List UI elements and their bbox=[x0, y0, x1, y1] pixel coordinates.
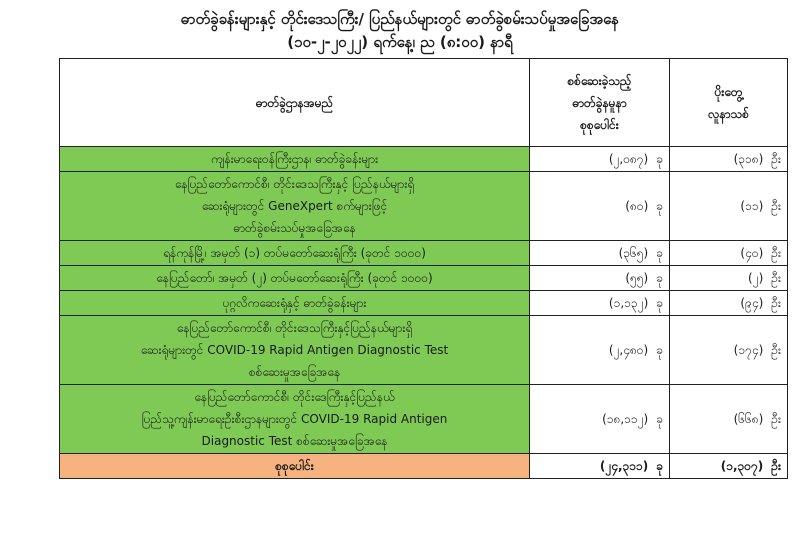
samples-tested-value: (၁၈,၁၁၂) bbox=[602, 412, 649, 426]
header-row bbox=[60, 59, 788, 147]
new-positive-value: (၆၆၈) bbox=[733, 412, 764, 426]
lab-name-cell bbox=[60, 172, 530, 241]
lab-name-line2: ဆေးရုံများတွင် GeneXpert စက်များဖြင့် bbox=[201, 199, 388, 213]
samples-tested-unit: ခု bbox=[656, 343, 663, 357]
total-tested-unit: ခု bbox=[656, 459, 663, 473]
lab-name-line3: Diagnostic Test စစ်ဆေးမှုအခြေအနေ bbox=[201, 434, 388, 448]
samples-tested-cell bbox=[530, 291, 670, 316]
new-positive-unit: ဦး bbox=[771, 296, 781, 310]
new-positive-value: (၁၁) bbox=[740, 199, 764, 213]
lab-name-line1: နေပြည်တော်ကောင်စီ၊ တိုင်းဒေသကြီးနှင့် ပြည်နယ်များရှိ bbox=[174, 177, 415, 191]
samples-tested-unit: ခု bbox=[656, 296, 663, 310]
new-positive-value: (၉၄) bbox=[740, 296, 764, 310]
samples-tested-cell bbox=[530, 266, 670, 291]
table-row bbox=[60, 316, 788, 385]
report-title bbox=[0, 8, 800, 54]
header-lab-name-label: ဓာတ်ခွဲဌာနအမည် bbox=[255, 95, 334, 110]
samples-tested-cell bbox=[530, 385, 670, 454]
samples-tested-unit: ခု bbox=[656, 199, 663, 213]
table-row bbox=[60, 385, 788, 454]
lab-name-line3: စစ်ဆေးမှုအခြေအနေ bbox=[248, 365, 341, 379]
lab-name-cell bbox=[60, 147, 530, 172]
total-positive-unit: ဦး bbox=[771, 459, 781, 473]
new-positive-cell bbox=[670, 147, 788, 172]
title-line-2: (၁၀-၂-၂၀၂၂) ရက်နေ့၊ ည (၈:၀၀) နာရီ bbox=[287, 33, 513, 51]
new-positive-unit: ဦး bbox=[771, 152, 781, 166]
samples-tested-cell bbox=[530, 316, 670, 385]
new-positive-value: (၂) bbox=[748, 271, 764, 285]
header-new-positive bbox=[670, 59, 788, 147]
total-positive-value: (၁,၃၀၇) bbox=[720, 459, 764, 473]
new-positive-unit: ဦး bbox=[771, 271, 781, 285]
lab-name-cell bbox=[60, 316, 530, 385]
table-row bbox=[60, 172, 788, 241]
new-positive-value: (၁၇၄) bbox=[733, 343, 764, 357]
new-positive-cell bbox=[670, 316, 788, 385]
new-positive-cell bbox=[670, 241, 788, 266]
lab-name-line1: ကျန်းမာရေးဝန်ကြီးဌာန၊ ဓာတ်ခွဲခန်းများ bbox=[210, 152, 379, 166]
new-positive-unit: ဦး bbox=[771, 412, 781, 426]
lab-name-cell bbox=[60, 385, 530, 454]
table-row bbox=[60, 291, 788, 316]
total-positive bbox=[670, 454, 788, 479]
new-positive-unit: ဦး bbox=[771, 199, 781, 213]
header-tested-line-2: ဓာတ်ခွဲနမူနာ bbox=[572, 95, 627, 110]
samples-tested-value: (၃၆၅) bbox=[618, 246, 649, 260]
lab-name-line1: နေပြည်တော်ကောင်စီ၊ တိုင်းဒေသကြီးနှင့်ပြည်နယ်များရှိ bbox=[176, 321, 413, 335]
table-row bbox=[60, 241, 788, 266]
lab-name-cell bbox=[60, 291, 530, 316]
header-tested-line-3: စုစုပေါင်း bbox=[580, 117, 619, 132]
new-positive-unit: ဦး bbox=[771, 343, 781, 357]
samples-tested-cell bbox=[530, 147, 670, 172]
lab-name-line2: ဆေးရုံများတွင် COVID-19 Rapid Antigen Diagnostic Test bbox=[140, 343, 449, 357]
header-lab-name bbox=[60, 59, 530, 147]
title-line-1: ဓာတ်ခွဲခန်းများနှင့် တိုင်းဒေသကြီး/ ပြည်နယ်များတွင် ဓာတ်ခွဲစမ်းသပ်မှုအခြေအနေ bbox=[180, 10, 620, 28]
new-positive-unit: ဦး bbox=[771, 246, 781, 260]
lab-name-cell bbox=[60, 241, 530, 266]
samples-tested-value: (၂,၀၈၇) bbox=[608, 152, 649, 166]
new-positive-cell bbox=[670, 266, 788, 291]
new-positive-value: (၃၁၈) bbox=[733, 152, 764, 166]
lab-name-line1: ပုဂ္ဂလိကဆေးရုံနှင့် ဓာတ်ခွဲခန်းများ bbox=[222, 296, 367, 310]
samples-tested-value: (၂,၄၈၀) bbox=[608, 343, 649, 357]
header-positive-line-1: ပိုးတွေ့ bbox=[714, 84, 743, 99]
total-row bbox=[60, 454, 788, 479]
lab-name-line3: ဓာတ်ခွဲစမ်းသပ်မှုအခြေအနေ bbox=[233, 221, 356, 235]
new-positive-cell bbox=[670, 291, 788, 316]
lab-name-cell bbox=[60, 266, 530, 291]
lab-name-line2: ပြည်သူ့ကျန်းမာရေးဦးစီးဌာနများတွင် COVID-19 Rapid Antigen bbox=[141, 412, 448, 426]
samples-tested-unit: ခု bbox=[656, 246, 663, 260]
lab-name-line1: နေပြည်တော်ကောင်စီ၊ တိုင်းဒေကြီးနှင့်ပြည်နယ် bbox=[194, 390, 395, 404]
new-positive-cell bbox=[670, 385, 788, 454]
header-tested-line-1: စစ်ဆေးခဲ့သည့် bbox=[567, 73, 632, 88]
samples-tested-unit: ခု bbox=[656, 271, 663, 285]
header-positive-line-2: လူနာသစ် bbox=[708, 106, 749, 121]
lab-name-line1: ရန်ကုန်မြို့၊ အမှတ် (၁) တပ်မတော်ဆေးရုံကြီး (ခုတင် ၁၀၀၀) bbox=[163, 246, 426, 260]
table-row bbox=[60, 266, 788, 291]
new-positive-value: (၄၀) bbox=[740, 246, 764, 260]
samples-tested-value: (၈၀) bbox=[625, 199, 649, 213]
header-samples-tested bbox=[530, 59, 670, 147]
samples-tested-value: (၁,၁၃၂) bbox=[608, 296, 649, 310]
total-tested bbox=[530, 454, 670, 479]
samples-tested-value: (၅၅) bbox=[625, 271, 649, 285]
total-label bbox=[60, 454, 530, 479]
table-row bbox=[60, 147, 788, 172]
samples-tested-unit: ခု bbox=[656, 412, 663, 426]
samples-tested-cell bbox=[530, 241, 670, 266]
new-positive-cell bbox=[670, 172, 788, 241]
samples-tested-cell bbox=[530, 172, 670, 241]
lab-name-line1: နေပြည်တော်၊ အမှတ် (၂) တပ်မတော်ဆေးရုံကြီး (ခုတင် ၁၀၀၀) bbox=[156, 271, 433, 285]
samples-tested-unit: ခု bbox=[656, 152, 663, 166]
total-label-text: စုစုပေါင်း bbox=[275, 459, 314, 473]
table-body bbox=[60, 147, 788, 454]
testing-table bbox=[59, 58, 788, 479]
total-tested-value: (၂၄,၃၁၁) bbox=[599, 459, 649, 473]
